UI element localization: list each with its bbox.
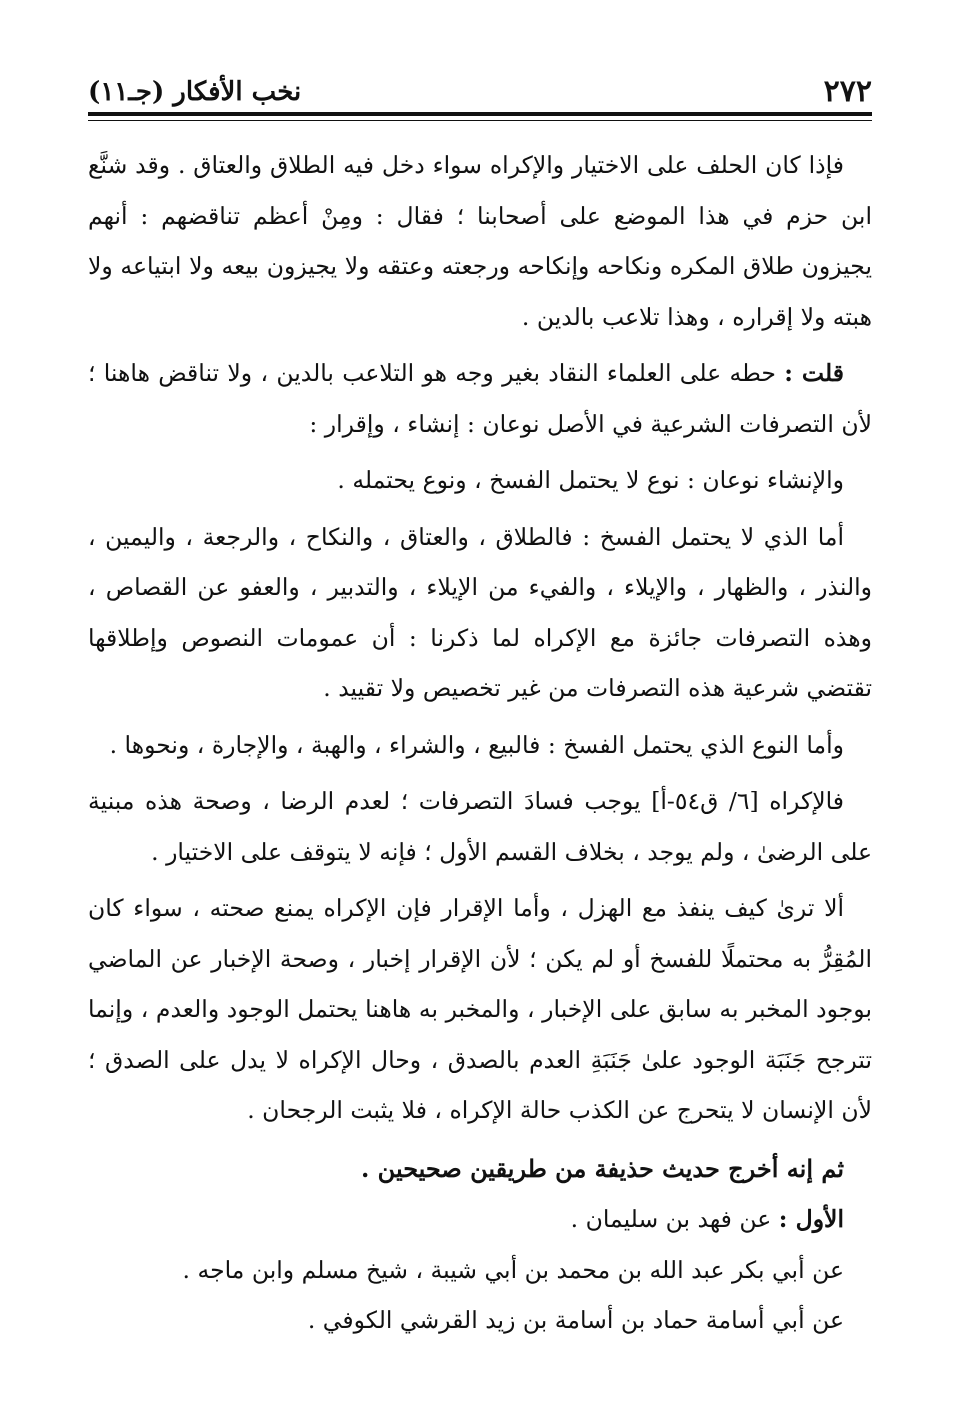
paragraph-insha-types: والإنشاء نوعان : نوع لا يحتمل الفسخ ، ونوع يحتمله . <box>337 466 844 494</box>
paragraph-annullable: وأما النوع الذي يحتمل الفسخ : فالبيع ، والشراء ، والهبة ، والإجارة ، ونحوها . <box>109 730 844 759</box>
running-title: نخب الأفكار (جـ١١) <box>88 77 302 107</box>
first-lead: الأول : <box>778 1205 844 1233</box>
first-chain-line <box>88 1194 872 1245</box>
page-number: ٢٧٢ <box>823 74 872 109</box>
chain-line-abu-usama: عن أبي أسامة حماد بن أسامة بن زيد القرشي الكوفي . <box>307 1306 844 1334</box>
paragraph-reply <box>88 348 872 449</box>
paragraph-ibn-hazm-objection: فإذا كان الحلف على الاختيار والإكراه سواء دخل فيه الطلاق والعتاق . وقد شنَّع ابن حزم في هذا الموضع على أصحابنا ؛ فقال : ومِنْ أعظم تناقضهم : أنهم يجيزون طلاق المكره ونكاحه وإنكاحه ورجعته وعتقه ولا يجيزون بيعه ولا ابتياعه ولا هبته ولا إقراره ، وهذا تلاعب بالدين . <box>88 151 872 331</box>
header-rule-thin <box>88 120 872 121</box>
paragraph-non-annullable: أما الذي لا يحتمل الفسخ : فالطلاق ، والعتاق ، والنكاح ، والرجعة ، واليمين ، والنذر ، والظهار ، والإيلاء ، والفيء من الإيلاء ، والتدبير ، والعفو عن القصاص ، وهذه التصرفات جائزة مع الإكراه لما ذكرنا : أن عمومات النصوص وإطلاقها تقتضي شرعية هذه التصرفات من غير تخصيص ولا تقييد . <box>88 522 872 702</box>
paragraph-coercion-effect: فالإكراه [٦/ ق٥٤-أ] يوجب فسادَ التصرفات ؛ لعدم الرضا ، وصحة هذه مبنية على الرضىٰ ، ولم يوجد ، بخلاف القسم الأول ؛ فإنه لا يتوقف على الاختيار . <box>88 787 872 866</box>
first-text: عن فهد بن سليمان . <box>570 1205 779 1233</box>
paragraph-iqrar: ألا ترىٰ كيف ينفذ مع الهزل ، وأما الإقرار فإن الإكراه يمنع صحته ، سواء كان المُقِرُّ به محتملًا للفسخ أو لم يكن ؛ لأن الإقرار إخبار ، وصحة الإخبار عن الماضي بوجود المخبر به سابق على الإخبار ، والمخبر به هاهنا يحتمل الوجود والعدم ، وإنما تترجح جَنَبَة الوجود علىٰ جَنَبَةِ العدم بالصدق ، وحال الإكراه لا يدل على الصدق ؛ لأن الإنسان لا يتحرج عن الكذب حالة الإكراه ، فلا يثبت الرجحان . <box>88 894 872 1124</box>
header-rule-thick <box>88 112 872 116</box>
reply-lead: قلت : <box>784 359 844 387</box>
page-header <box>88 66 872 112</box>
hadith-heading: ثم إنه أخرج حديث حذيفة من طريقين صحيحين . <box>360 1153 844 1183</box>
chain-line-abu-bakr: عن أبي بكر عبد الله بن محمد بن أبي شيبة ، شيخ مسلم وابن ماجه . <box>182 1255 844 1284</box>
body-text <box>88 140 872 1346</box>
reply-text: حطه على العلماء النقاد بغير وجه هو التلاعب بالدين ، ولا تناقض هاهنا ؛ لأن التصرفات الشرعية في الأصل نوعان : إنشاء ، وإقرار : <box>88 359 872 438</box>
